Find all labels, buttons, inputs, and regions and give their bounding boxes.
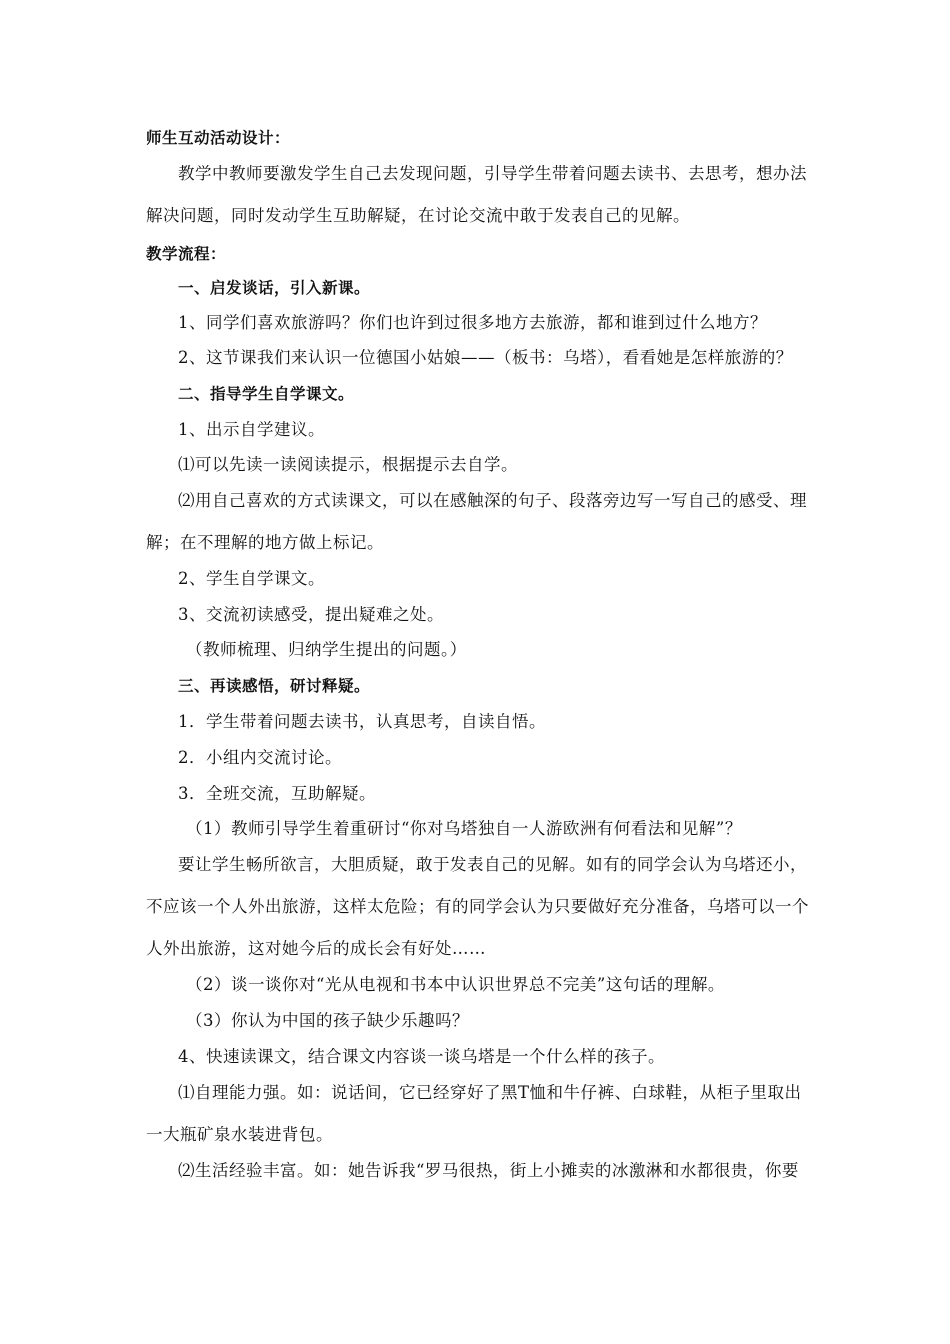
list-item: 3、交流初读感受，提出疑难之处。 (178, 605, 444, 624)
subheading-part-one: 一、启发谈话，引入新课。 (178, 279, 371, 297)
list-item: ⑴可以先读一读阅读提示，根据提示去自学。 (178, 455, 518, 474)
list-item: （3）你认为中国的孩子缺少乐趣吗？ (186, 1011, 469, 1030)
list-item: （2）谈一谈你对“光从电视和书本中认识世界总不完美”这句话的理解。 (186, 975, 725, 994)
list-item: 2．小组内交流讨论。 (178, 748, 342, 767)
list-item: 4、快速读课文，结合课文内容谈一谈乌塔是一个什么样的孩子。 (178, 1047, 665, 1066)
list-item: ⑴自理能力强。如：说话间，它已经穿好了黑T恤和牛仔裤、白球鞋，从柜子里取出 (178, 1083, 802, 1102)
paragraph-line: 不应该一个人外出旅游，这样太危险；有的同学会认为只要做好充分准备，乌塔可以一个 (146, 897, 809, 916)
list-item: ⑵用自己喜欢的方式读课文，可以在感触深的句子、段落旁边写一写自己的感受、理 (178, 491, 807, 510)
paragraph-line: 要让学生畅所欲言，大胆质疑，敢于发表自己的见解。如有的同学会认为乌塔还小， (178, 855, 807, 874)
subheading-part-three: 三、再读感悟，研讨释疑。 (178, 677, 371, 695)
section-heading-teaching-process: 教学流程： (146, 245, 227, 263)
list-item: 3．全班交流，互助解疑。 (178, 784, 376, 803)
paragraph-line: 一大瓶矿泉水装进背包。 (146, 1125, 333, 1144)
list-item: 2、学生自学课文。 (178, 569, 325, 588)
section-heading-interaction-design: 师生互动活动设计： (146, 129, 291, 147)
paragraph-line: 解；在不理解的地方做上标记。 (146, 533, 384, 552)
list-item: 2、这节课我们来认识一位德国小姑娘——（板书：乌塔），看看她是怎样旅游的？ (178, 348, 793, 367)
list-item: ⑵生活经验丰富。如：她告诉我“罗马很热，街上小摊卖的冰激淋和水都很贵，你要 (178, 1161, 799, 1180)
subheading-part-two: 二、指导学生自学课文。 (178, 385, 355, 403)
list-item: 1．学生带着问题去读书，认真思考，自读自悟。 (178, 712, 546, 731)
list-item: 1、同学们喜欢旅游吗？你们也许到过很多地方去旅游，都和谁到过什么地方？ (178, 313, 767, 332)
list-item: 1、出示自学建议。 (178, 420, 325, 439)
paragraph-line: 人外出旅游，这对她今后的成长会有好处…… (146, 939, 486, 958)
list-item: （1）教师引导学生着重研讨“你对乌塔独自一人游欧洲有何看法和见解”？ (186, 819, 742, 838)
note-line: （教师梳理、归纳学生提出的问题。） (186, 640, 467, 659)
paragraph-line: 教学中教师要激发学生自己去发现问题，引导学生带着问题去读书、去思考，想办法 (178, 164, 807, 183)
paragraph-line: 解决问题，同时发动学生互助解疑，在讨论交流中敢于发表自己的见解。 (146, 206, 690, 225)
